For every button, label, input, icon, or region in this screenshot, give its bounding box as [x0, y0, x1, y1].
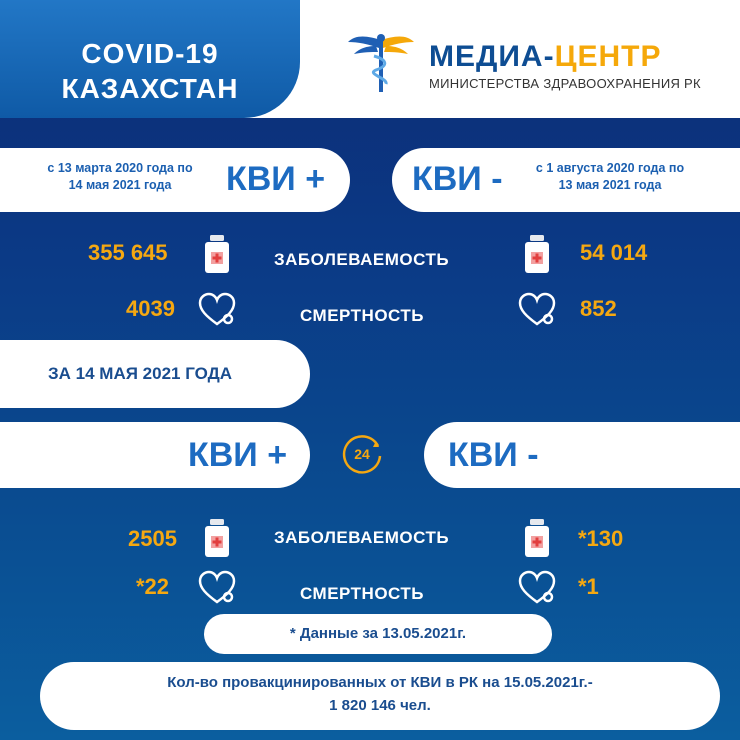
- positive-daily-kvi-label: КВИ +: [188, 436, 288, 474]
- logo-subtitle: МИНИСТЕРСТВА ЗДРАВООХРАНЕНИЯ РК: [429, 76, 701, 91]
- positive-total-cases: 355 645: [88, 240, 168, 265]
- negative-date-line2: 13 мая 2021 года: [558, 178, 662, 192]
- positive-daily-deaths: *22: [136, 574, 170, 599]
- negative-daily-kvi-label: КВИ -: [448, 436, 539, 474]
- heart-stethoscope-icon: [518, 570, 556, 606]
- positive-date-line2: 14 мая 2021 года: [68, 178, 172, 192]
- negative-total-deaths: 852: [580, 296, 617, 321]
- daily-date-pill: [0, 340, 310, 408]
- logo-title: [429, 40, 662, 74]
- vaccination-line1: Кол-во провакцинированных от КВИ в РК на 15.05.2021г.-: [167, 674, 593, 691]
- vaccination-line2: 1 820 146 чел.: [329, 697, 431, 714]
- covid-title-block: [0, 0, 300, 118]
- heart-stethoscope-icon: [198, 570, 236, 606]
- deaths-label-bottom: СМЕРТНОСТЬ: [300, 584, 425, 603]
- cases-label-bottom: ЗАБОЛЕВАЕМОСТЬ: [274, 528, 450, 547]
- daily-date-label: ЗА 14 МАЯ 2021 ГОДА: [48, 364, 233, 383]
- negative-daily-deaths: *1: [578, 574, 599, 599]
- medicine-bottle-icon: [522, 234, 552, 274]
- heart-stethoscope-icon: [198, 292, 236, 328]
- logo-title-accent: ЦЕНТР: [554, 40, 662, 73]
- footnote-text: * Данные за 13.05.2021г.: [289, 625, 467, 642]
- positive-date-range: [20, 160, 220, 194]
- negative-date-range: [505, 160, 715, 194]
- vaccination-pill: [40, 662, 720, 730]
- heart-stethoscope-icon: [518, 292, 556, 328]
- medicine-bottle-icon: [202, 518, 232, 558]
- positive-daily-cases: 2505: [128, 526, 177, 551]
- caduceus-logo-icon: [346, 32, 416, 94]
- footnote-pill: [204, 614, 552, 654]
- country-title: КАЗАХСТАН: [61, 73, 239, 104]
- negative-kvi-label: КВИ -: [412, 160, 503, 198]
- medicine-bottle-icon: [522, 518, 552, 558]
- clock-24-icon: [340, 432, 384, 476]
- positive-total-deaths: 4039: [126, 296, 175, 321]
- negative-total-cases: 54 014: [580, 240, 648, 265]
- positive-date-line1: с 13 марта 2020 года по: [47, 161, 193, 175]
- negative-daily-cases: *130: [578, 526, 624, 551]
- deaths-label-top: СМЕРТНОСТЬ: [300, 306, 425, 325]
- positive-kvi-label: КВИ +: [226, 160, 326, 198]
- clock-24-label: 24: [354, 446, 370, 462]
- cases-label-top: ЗАБОЛЕВАЕМОСТЬ: [274, 250, 450, 269]
- logo-title-main: МЕДИА-: [429, 40, 555, 73]
- negative-date-line1: с 1 августа 2020 года по: [535, 161, 685, 175]
- covid-title: COVID-19: [81, 38, 219, 69]
- medicine-bottle-icon: [202, 234, 232, 274]
